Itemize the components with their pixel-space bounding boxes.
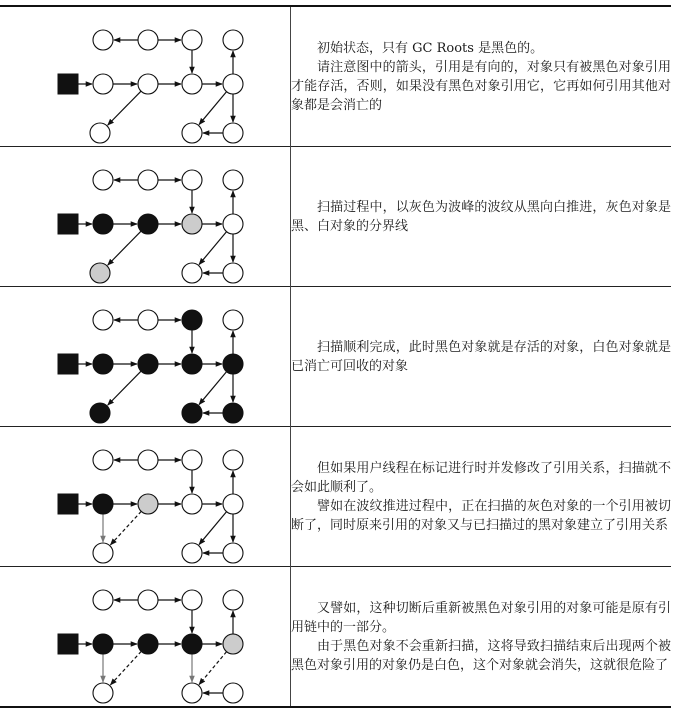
object-node-gray [90,263,110,283]
description-cell [291,427,672,567]
object-graph-diagram [0,7,290,146]
object-node-white [182,683,202,703]
description [291,39,671,115]
object-node-black [182,403,202,423]
object-node-white [93,310,113,330]
object-node-white [223,590,243,610]
object-node-white [93,170,113,190]
diagram-cell [0,287,291,427]
object-node-white [138,170,158,190]
object-node-white [223,310,243,330]
object-node-white [223,494,243,514]
object-node-white [138,450,158,470]
marking-state-row [0,427,671,567]
object-node-black [223,354,243,374]
object-node-white [182,74,202,94]
object-node-white [93,543,113,563]
reference-edge [110,511,141,545]
description-paragraph: 扫描过程中，以灰色为波峰的波纹从黑向白推进，灰色对象是黑、白对象的分界线 [291,199,671,234]
object-node-white [93,590,113,610]
description-cell [291,567,672,708]
reference-edge [199,372,227,405]
object-node-white [223,74,243,94]
gc-root-node [58,634,78,654]
diagram-cell [0,427,291,567]
object-node-white [223,683,243,703]
reference-edge [199,232,227,265]
object-node-black [182,634,202,654]
object-node-white [223,450,243,470]
object-node-white [223,30,243,50]
object-node-white [93,74,113,94]
description-paragraph: 譬如在波纹推进过程中，正在扫描的灰色对象的一个引用被切断了，同时原来引用的对象又与已扫描过的黑对象建立了引用关系 [291,498,671,533]
object-node-white [138,30,158,50]
object-graph-diagram [0,147,290,286]
object-node-gray [138,494,158,514]
object-node-white [223,170,243,190]
description [291,338,671,376]
gc-root-node [58,354,78,374]
marking-state-row [0,567,671,708]
object-node-white [182,543,202,563]
description-paragraph: 请注意图中的箭头，引用是有向的，对象只有被黑色对象引用才能存活，否则，如果没有黑色对象引用它，它再如何引用其他对象都是会消亡的 [291,59,671,113]
reference-edge [108,231,141,265]
description-cell [291,287,672,427]
object-node-white [93,683,113,703]
object-node-black [138,214,158,234]
gc-root-node [58,74,78,94]
description [291,198,671,236]
reference-edge [199,512,227,545]
object-node-black [182,310,202,330]
gc-root-node [58,214,78,234]
reference-edge [110,651,141,685]
object-node-white [182,170,202,190]
object-node-black [90,403,110,423]
reference-edge [199,92,227,125]
object-node-black [93,354,113,374]
object-node-gray [182,214,202,234]
object-node-black [93,494,113,514]
object-node-white [138,590,158,610]
reference-edge [108,91,141,125]
object-node-black [93,634,113,654]
gc-root-node [58,494,78,514]
description-paragraph: 由于黑色对象不会重新扫描，这将导致扫描结束后出现两个被黑色对象引用的对象仍是白色，这个对象就会消失，这就很危险了 [291,638,671,673]
object-node-white [182,123,202,143]
description-cell [291,147,672,287]
object-node-white [138,310,158,330]
object-node-white [223,214,243,234]
object-node-white [182,450,202,470]
description-paragraph: 初始状态，只有 GC Roots 是黑色的。 [317,40,544,56]
diagram-cell [0,147,291,287]
object-node-white [223,263,243,283]
description-paragraph: 但如果用户线程在标记进行时并发修改了引用关系，扫描就不会如此顺利了。 [291,460,671,495]
description [291,599,671,675]
marking-state-row [0,6,671,147]
object-node-black [93,214,113,234]
reference-edge [199,652,227,685]
description [291,459,671,535]
description-paragraph: 扫描顺利完成，此时黑色对象就是存活的对象，白色对象就是已消亡可回收的对象 [291,339,671,374]
object-node-white [223,543,243,563]
object-node-white [223,123,243,143]
description-cell [291,6,672,147]
object-node-white [93,450,113,470]
object-node-black [223,403,243,423]
object-node-white [90,123,110,143]
diagram-cell [0,567,291,708]
marking-state-row [0,287,671,427]
diagram-cell [0,6,291,147]
object-node-white [182,30,202,50]
reference-edge [108,371,141,405]
object-node-white [182,263,202,283]
object-node-black [182,354,202,374]
object-node-white [93,30,113,50]
tricolor-marking-table [0,5,671,708]
object-graph-diagram [0,287,290,426]
object-graph-diagram [0,427,290,566]
object-node-black [138,634,158,654]
object-node-black [138,354,158,374]
marking-state-row [0,147,671,287]
object-node-white [138,74,158,94]
object-graph-diagram [0,567,290,706]
object-node-white [182,494,202,514]
object-node-gray [223,634,243,654]
description-paragraph: 又譬如，这种切断后重新被黑色对象引用的对象可能是原有引用链中的一部分。 [291,600,671,635]
object-node-white [182,590,202,610]
